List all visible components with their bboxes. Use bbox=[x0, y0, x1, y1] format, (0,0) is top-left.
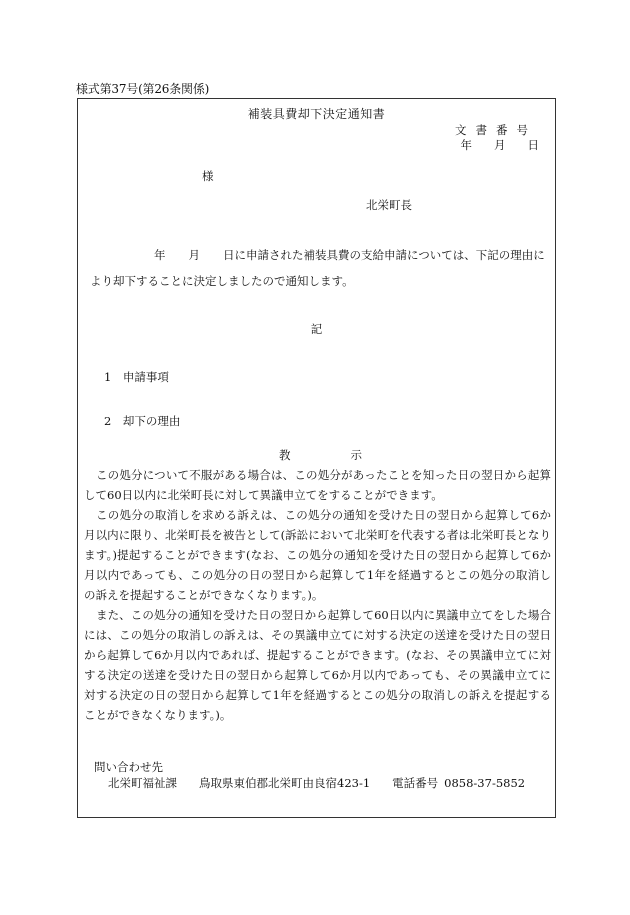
date-day-label: 日 bbox=[527, 138, 539, 152]
date-month-label: 月 bbox=[494, 138, 506, 152]
addressee-suffix: 様 bbox=[202, 169, 214, 183]
form-number-label: 様式第37号(第26条関係) bbox=[76, 82, 210, 96]
ki-heading: 記 bbox=[310, 322, 323, 336]
sender-name: 北栄町長 bbox=[366, 198, 412, 212]
item-label: 却下の理由 bbox=[122, 414, 181, 428]
instruction-heading-left: 教 bbox=[279, 448, 291, 462]
item-label: 申請事項 bbox=[122, 370, 169, 384]
intro-paragraph bbox=[90, 242, 547, 294]
instruction-paragraph: この処分について不服がある場合は、この処分があったことを知った日の翌日から起算して60日以内に北栄町長に対して異議申立てをすることができます。 bbox=[84, 468, 551, 502]
instruction-paragraph: この処分の取消しを求める訴えは、この処分の通知を受けた日の翌日から起算して6か月以内に限り、北栄町長を被告として(訴訟において北栄町を代表する者は北栄町長となります。)提起することができます(なお、この処分の通知を受けた日の翌日から起算して6か月以内であっても、この処分の日の翌日から起算して1年を経過するとこの処分の取消しの訴えを提起することができなくなります。)。 bbox=[84, 508, 551, 602]
list-item bbox=[104, 369, 169, 385]
instruction-paragraph: また、この処分の通知を受けた日の翌日から起算して60日以内に異議申立てをした場合には、この処分の取消しの訴えは、その異議申立てに対する決定の送達を受けた日の翌日から起算して6か月以内であれば、提起することができます。(なお、その異議申立てに対する決定の送達を受けた日の翌日から起算して6か月以内であっても、その異議申立てに対する決定の日の翌日から起算して1年を経過するとこの処分の取消しの訴えを提起することができなくなります。)。 bbox=[84, 608, 551, 722]
instruction-heading bbox=[279, 447, 362, 463]
instruction-body bbox=[84, 465, 551, 725]
contact-phone: 0858-37-5852 bbox=[444, 776, 526, 790]
date-line bbox=[461, 137, 540, 153]
contact-heading: 問い合わせ先 bbox=[94, 760, 163, 774]
contact-details bbox=[108, 775, 525, 791]
contact-department: 北栄町福祉課 bbox=[108, 776, 177, 790]
contact-phone-label: 電話番号 bbox=[392, 776, 439, 790]
intro-line-1: 年 月 日に申請された補装具費の支給申請については、下記の理由に bbox=[154, 248, 545, 262]
intro-line-2: より却下することに決定しましたので通知します。 bbox=[90, 274, 354, 288]
notice-document bbox=[77, 98, 556, 818]
document-title: 補装具費却下決定通知書 bbox=[247, 107, 386, 121]
contact-address: 鳥取県東伯郡北栄町由良宿423-1 bbox=[199, 776, 371, 790]
instruction-heading-right: 示 bbox=[350, 448, 362, 462]
date-year-label: 年 bbox=[460, 138, 472, 152]
list-item bbox=[104, 413, 180, 429]
document-number-label: 文書番号 bbox=[455, 123, 537, 137]
item-number: 1 bbox=[104, 370, 112, 384]
item-number: 2 bbox=[104, 414, 112, 428]
